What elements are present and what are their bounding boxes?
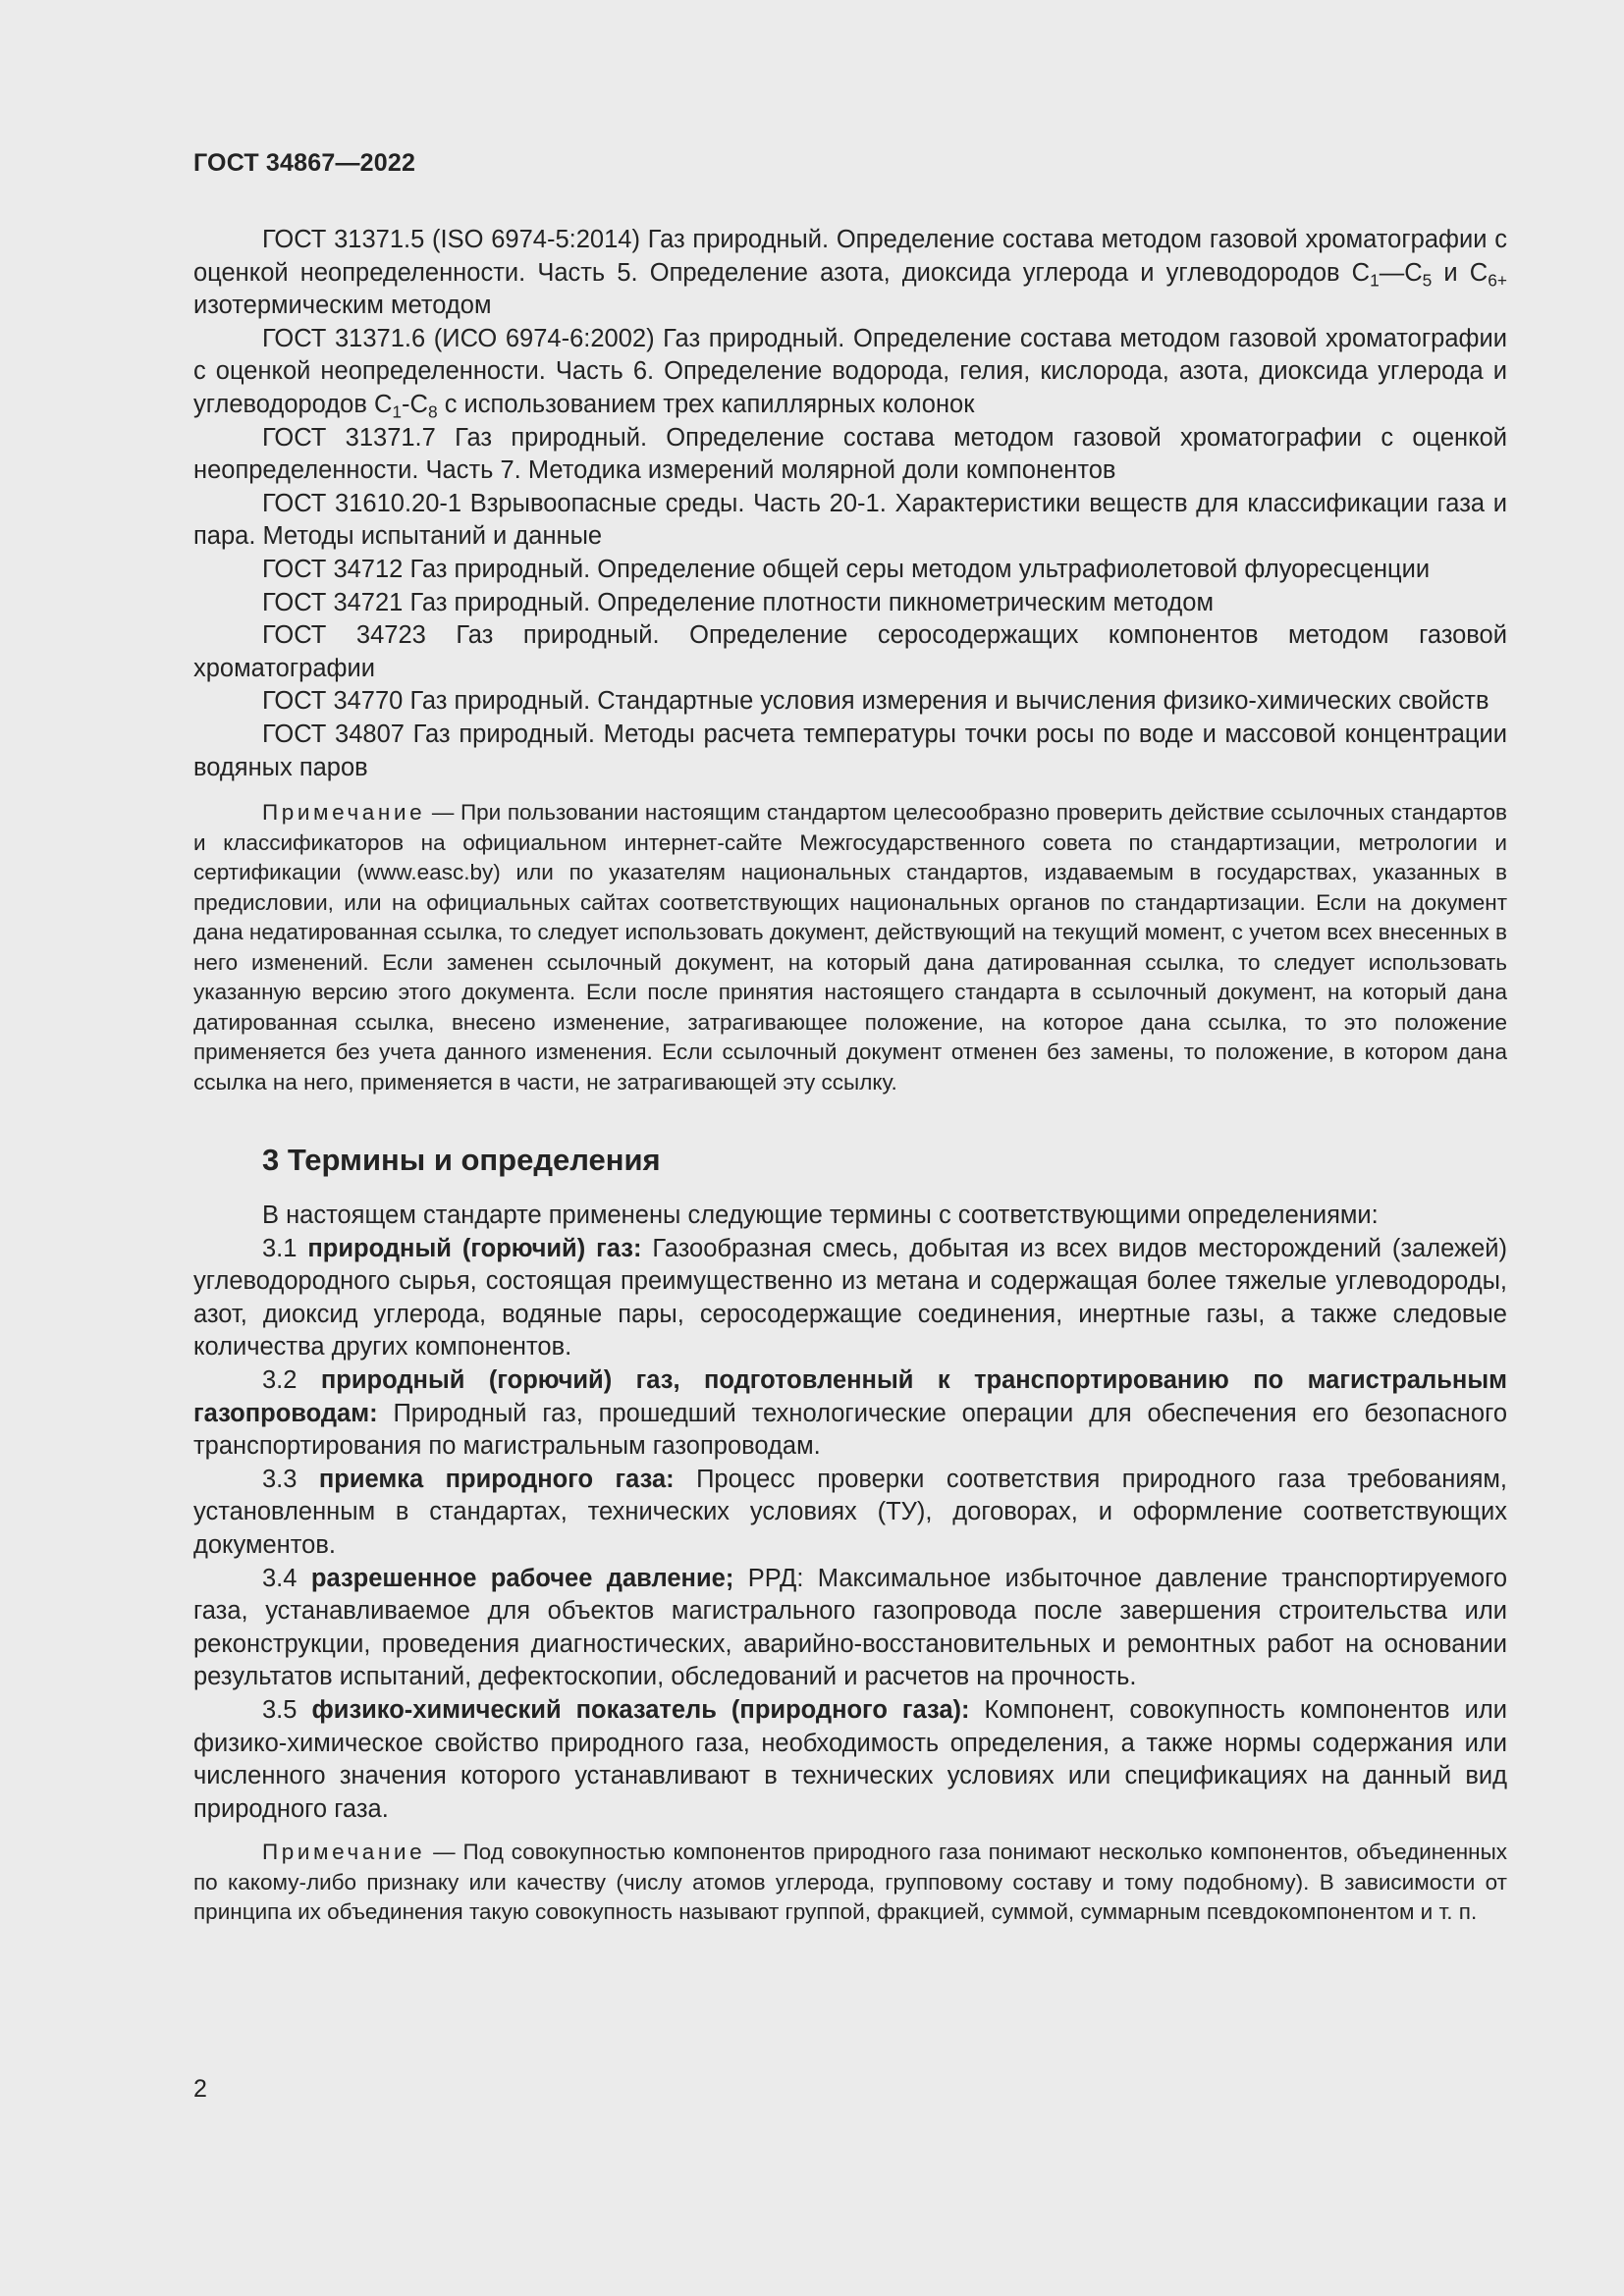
reference-code: ГОСТ 31371.6: [262, 324, 426, 352]
term-name: физико-химический показатель (природного газа):: [311, 1696, 970, 1724]
reference-code: ГОСТ 34770: [262, 687, 404, 716]
note-label: Примечание: [262, 1840, 426, 1865]
reference-item: ГОСТ 34807 Газ природный. Методы расчета температуры точки росы по воде и массовой концентрации водяных паров: [193, 720, 1507, 781]
term-name: природный (горючий) газ, подготовленный к транспортированию по магистральным газопроводам:: [193, 1366, 1507, 1427]
reference-item: ГОСТ 31371.5 (ISO 6974-5:2014) Газ природный. Определение состава методом газовой хроматографии с оценкой неопределенности. Часть 5. Определение азота, диоксида углерода и углеводородов $C_1—C_5$ и $C_{6+}$ изотермическим методом: [193, 226, 1507, 320]
page-number: 2: [193, 2075, 207, 2103]
term-definition: Процесс проверки соответствия природного газа требованиям, установленным в стандартах, технических условиях (ТУ), договорах, и оформление соответствующих документов.: [193, 1465, 1507, 1560]
note-label: Примечание: [262, 800, 426, 826]
reference-code: ГОСТ 34712: [262, 555, 404, 583]
normative-references-list: [193, 224, 1507, 784]
term-name: природный (горючий) газ:: [307, 1234, 642, 1262]
term-name: приемка природного газа:: [318, 1465, 675, 1493]
terms-list: [193, 1200, 1507, 1826]
document-code-header: ГОСТ 34867—2022: [193, 149, 416, 177]
section-title: 3 Термины и определения: [262, 1143, 661, 1178]
term-item: [193, 1464, 1507, 1563]
term-item: [193, 1233, 1507, 1364]
reference-item: ГОСТ 34712 Газ природный. Определение общей серы методом ультрафиолетовой флуоресценции: [262, 555, 1431, 583]
term-number: 3.1: [262, 1234, 298, 1262]
reference-item: ГОСТ 34723 Газ природный. Определение серосодержащих компонентов методом газовой хроматографии: [193, 621, 1507, 682]
term-definition: Газообразная смесь, добытая из всех видов месторождений (залежей) углеводородного сырья, состоящая преимущественно из метана и содержащая более тяжелые углеводороды, азот, диоксид углерода, водяные пары, серосодержащие соединения, инертные газы, а также следовые количества других компонентов.: [193, 1234, 1507, 1362]
term-item: [193, 1364, 1507, 1464]
reference-code: ГОСТ 34721: [262, 588, 404, 616]
reference-item: ГОСТ 34770 Газ природный. Стандартные условия измерения и вычисления физико-химических свойств: [262, 687, 1489, 716]
term-definition: Компонент, совокупность компонентов или физико-химическое свойство природного газа, необходимость определения, а также нормы содержания или численного значения которого устанавливают в технических условиях или спецификациях на данный вид природного газа.: [193, 1696, 1507, 1823]
term-number: 3.4: [262, 1564, 298, 1592]
term-number: 3.5: [262, 1696, 298, 1724]
reference-item: ГОСТ 34721 Газ природный. Определение плотности пикнометрическим методом: [262, 588, 1214, 616]
term-number: 3.2: [262, 1366, 298, 1395]
reference-code: ГОСТ 34723: [262, 621, 426, 650]
term-definition: Природный газ, прошедший технологические операции для обеспечения его безопасного транспортирования по магистральным газопроводам.: [193, 1399, 1507, 1461]
reference-code: ГОСТ 31371.5: [262, 226, 425, 253]
terms-intro: В настоящем стандарте применены следующие термины с соответствующими определениями:: [262, 1201, 1379, 1230]
reference-item: ГОСТ 31371.6 (ИСО 6974-6:2002) Газ природный. Определение состава методом газовой хроматографии с оценкой неопределенности. Часть 6. Определение водорода, гелия, кислорода, азота, диоксида углерода и углеводородов $C_1-C_8$ с использованием трех капиллярных колонок: [193, 324, 1507, 422]
term-item: [193, 1694, 1507, 1826]
reference-item: ГОСТ 31371.7 Газ природный. Определение состава методом газовой хроматографии с оценкой неопределенности. Часть 7. Методика измерений молярной доли компонентов: [193, 423, 1507, 485]
term-item: [193, 1563, 1507, 1694]
reference-code: ГОСТ 31371.7: [262, 423, 436, 452]
page-content: [193, 224, 1507, 1928]
term-name: разрешенное рабочее давление;: [310, 1564, 734, 1592]
reference-code: ГОСТ 31610.20-1: [262, 489, 462, 517]
reference-code: ГОСТ 34807: [262, 720, 405, 748]
references-note: Примечание — При пользовании настоящим стандартом целесообразно проверить действие ссылочных стандартов и классификаторов на официальном интернет-сайте Межгосударственного совета по стандартизации, метрологии и сертификации (www.easc.by) или по указателям национальных стандартов, издаваемым в государствах, указанных в предисловии, или на официальных сайтах соответствующих национальных органов по стандартизации. Если на документ дана недатированная ссылка, то следует использовать документ, действующий на текущий момент, с учетом всех внесенных в него изменений. Если заменен ссылочный документ, на который дана датированная ссылка, то следует использовать указанную версию этого документа. Если после принятия настоящего стандарта в ссылочный документ, на который дана датированная ссылка, внесено изменение, затрагивающее положение, на которое дана ссылка, то это положение применяется без учета данного изменения. Если ссылочный документ отменен без замены, то положение, в котором дана ссылка на него, применяется в части, не затрагивающей эту ссылку.: [193, 800, 1507, 1095]
reference-item: ГОСТ 31610.20-1 Взрывоопасные среды. Часть 20-1. Характеристики веществ для классификации газа и пара. Методы испытаний и данные: [193, 489, 1507, 551]
term-number: 3.3: [262, 1465, 298, 1493]
terms-note: Примечание — Под совокупностью компонентов природного газа понимают несколько компонентов, объединенных по какому-либо признаку или качеству (числу атомов углерода, групповому составу и тому подобному). В зависимости от принципа их объединения такую совокупность называют группой, фракцией, суммой, суммарным псевдокомпонентом и т. п.: [193, 1840, 1507, 1925]
term-definition: РРД: Максимальное избыточное давление транспортируемого газа, устанавливаемое для объектов магистрального газопровода после завершения строительства или реконструкции, проведения диагностических, аварийно-восстановительных и ремонтных работ на основании результатов испытаний, дефектоскопии, обследований и расчетов на прочность.: [193, 1564, 1508, 1691]
